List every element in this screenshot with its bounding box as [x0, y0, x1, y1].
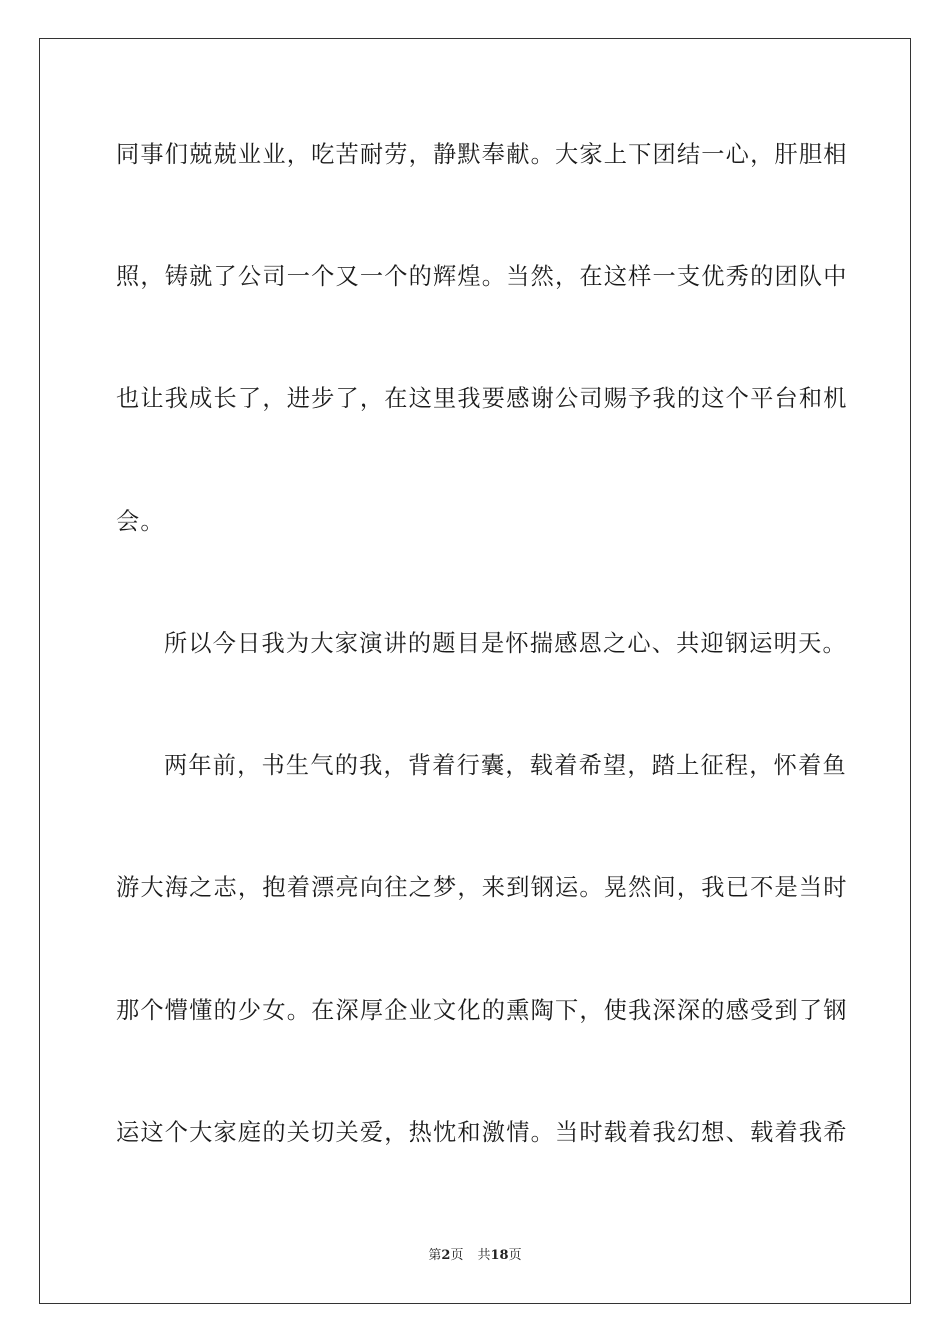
footer-page-number: 2	[441, 1248, 451, 1263]
footer-total-number: 18	[490, 1248, 509, 1263]
page-border	[39, 38, 911, 1304]
body-line-9: 运这个大家庭的关切关爱，热忱和激情。当时载着我幻想、载着我希	[116, 1119, 848, 1146]
footer-page-prefix: 第	[428, 1248, 442, 1263]
body-line-8: 那个懵懂的少女。在深厚企业文化的熏陶下，使我深深的感受到了钢	[116, 997, 848, 1024]
footer-total-prefix: 共	[477, 1248, 491, 1263]
page-footer	[0, 1247, 950, 1265]
body-line-1: 同事们兢兢业业，吃苦耐劳，静默奉献。大家上下团结一心，肝胆相	[116, 141, 848, 168]
body-line-4: 会。	[116, 508, 165, 535]
body-line-5: 所以今日我为大家演讲的题目是怀揣感恩之心、共迎钢运明天。	[164, 630, 847, 657]
body-line-7: 游大海之志，抱着漂亮向往之梦，来到钢运。晃然间，我已不是当时	[116, 874, 848, 901]
footer-total-suffix: 页	[508, 1248, 522, 1263]
body-line-3: 也让我成长了，进步了，在这里我要感谢公司赐予我的这个平台和机	[116, 385, 848, 412]
body-line-2: 照，铸就了公司一个又一个的辉煌。当然，在这样一支优秀的团队中	[116, 263, 848, 290]
body-line-6: 两年前，书生气的我，背着行囊，载着希望，踏上征程，怀着鱼	[164, 752, 847, 779]
footer-page-suffix: 页	[450, 1248, 464, 1263]
